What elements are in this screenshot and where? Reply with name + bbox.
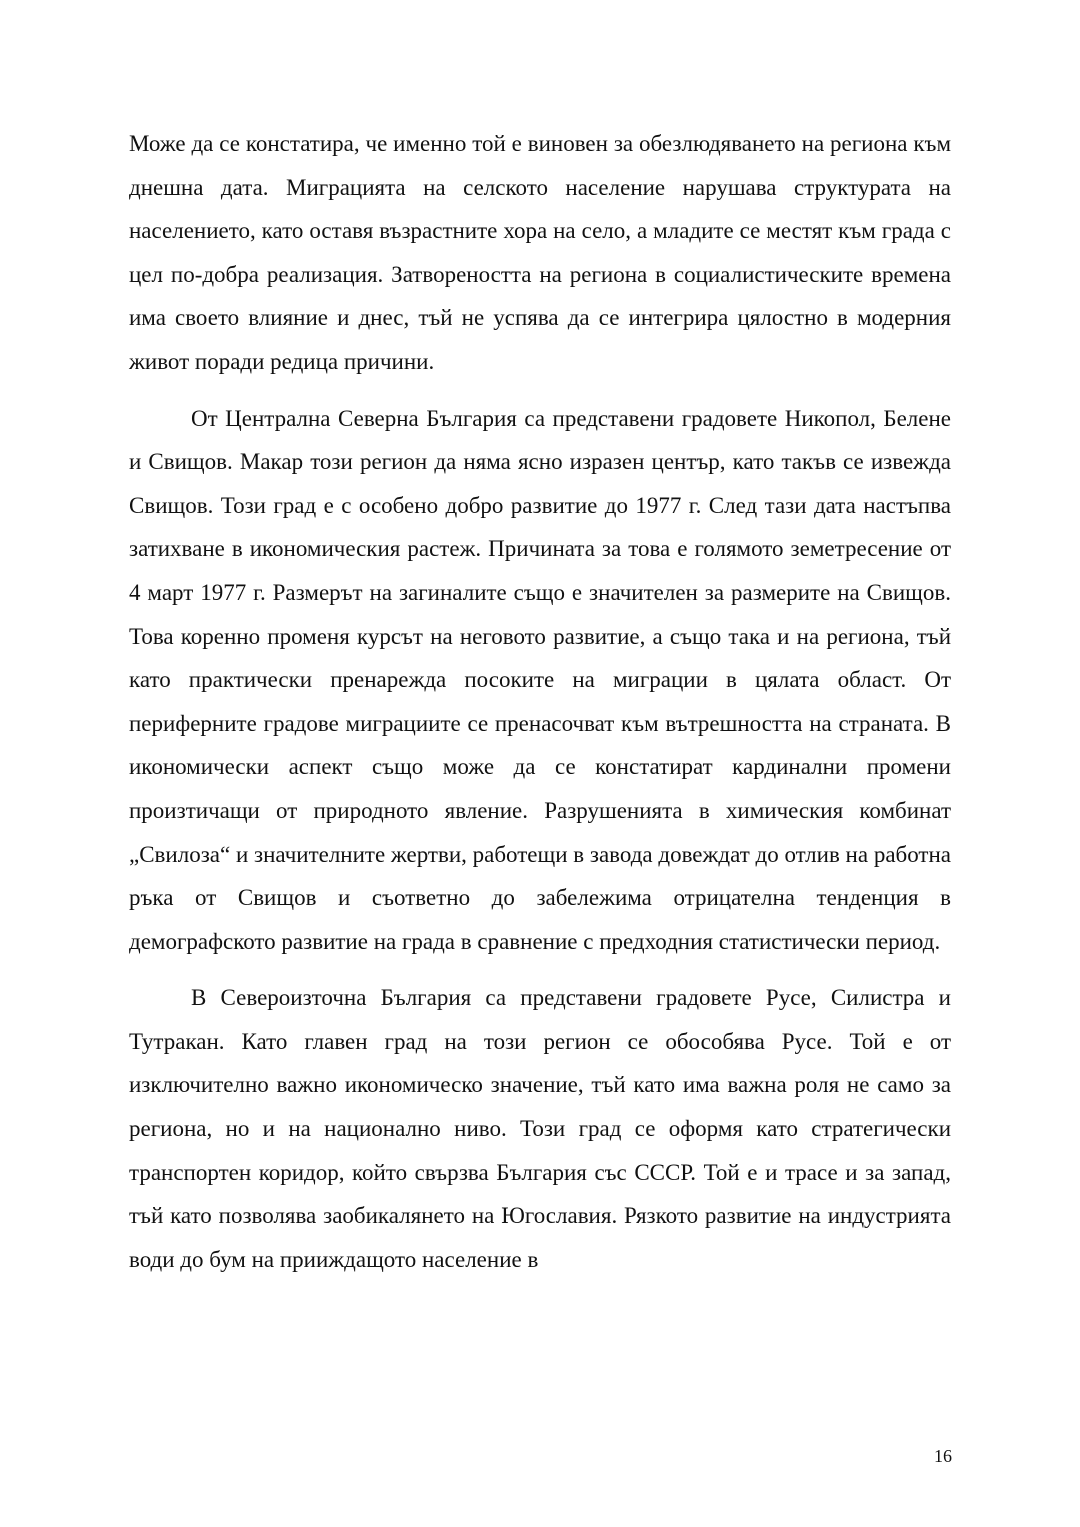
page-body (129, 122, 951, 1281)
paragraph-2: От Централна Северна България са представени градовете Никопол, Белене и Свищов. Макар този регион да няма ясно изразен център, като такъв се извежда Свищов. Този град е с особено добро развитие до 1977 г. След тази дата настъпва затихване в икономическия растеж. Причината за това е голямото земетресение от 4 март 1977 г. Размерът на загиналите също е значителен за размерите на Свищов. Това коренно променя курсът на неговото развитие, а също така и на региона, тъй като практически пренарежда посоките на миграции в цялата област. От периферните градове миграциите се пренасочват към вътрешността на страната. В икономически аспект също може да се констатират кардинални промени произтичащи от природното явление. Разрушенията в химическия комбинат „Свилоза“ и значителните жертви, работещи в завода довеждат до отлив на работна ръка от Свищов и съответно до забележима отрицателна тенденция в демографското развитие на града в сравнение с предходния статистически период. (129, 405, 951, 954)
page-number: 16 (934, 1446, 952, 1466)
paragraph-3: В Североизточна България са представени градовете Русе, Силистра и Тутракан. Като главен град на този регион се обособява Русе. Той е от изключително важно икономическо значение, тъй като има важна роля не само за региона, но и на национално ниво. Този град се оформя като стратегически транспортен коридор, който свързва България със СССР. Той е и трасе и за запад, тъй като позволява заобикалянето на Югославия. Рязкото развитие на индустрията води до бум на прииждащото население в (129, 985, 951, 1272)
paragraph-1: Може да се констатира, че именно той е виновен за обезлюдяването на региона към днешна дата. Миграцията на селското население нарушава структурата на населението, като оставя възрастните хора на село, а младите се местят към града с цел по-добра реализация. Затвореността на региона в социалистическите времена има своето влияние и днес, тъй не успява да се интегрира цялостно в модерния живот поради редица причини. (129, 131, 951, 374)
